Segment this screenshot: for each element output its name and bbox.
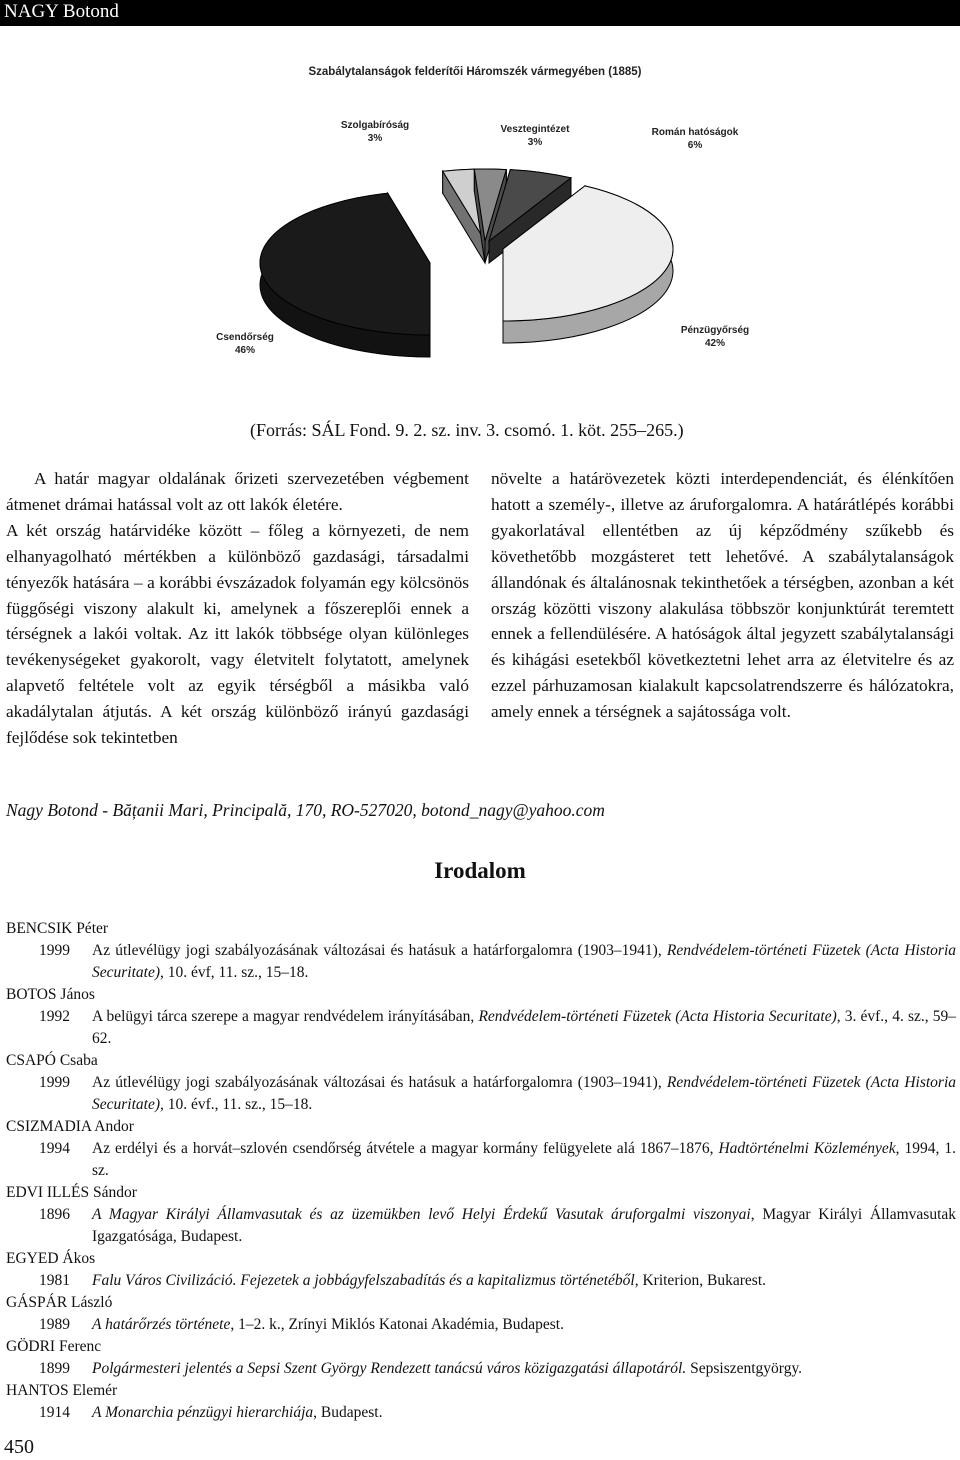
reference-details: Sepsiszentgyörgy.	[686, 1360, 803, 1377]
reference-details: , 1–2. k., Zrínyi Miklós Katonai Akadémia, Budapest.	[230, 1316, 564, 1333]
pie-label: Pénzügyőrség	[680, 325, 750, 336]
pie-value-label: 3%	[367, 133, 383, 144]
running-header-author: NAGY Botond	[4, 1, 119, 22]
page-number: 450	[4, 1436, 34, 1458]
pie-value-label: 42%	[704, 338, 726, 349]
figure-source: (Forrás: SÁL Fond. 9. 2. sz. inv. 3. csomó. 1. köt. 255–265.)	[250, 420, 684, 440]
reference-author: HANTOS Elemér	[6, 1382, 118, 1399]
author-affiliation: Nagy Botond - Bățanii Mari, Principală, 170, RO-527020, botond_nagy@yahoo.com	[6, 800, 605, 820]
reference-year: 1989	[39, 1316, 70, 1333]
paragraph: növelte a határövezetek közti interdependenciát, és élénkítően hatott a személy-, illetve az áruforgalomra. A határátlépés korábbi gyakorlatával ellentétben az új képződmény szűkebb és követhetőbb mozgásteret tett lehetővé. A szabálytalanságok állandónak és általánosnak tekinthetőek a térségben, azonban a két ország közötti viszony alakulása többször konjunktúrát teremtett ennek a fellendülésére. A hatóságok által jegyzett szabálytalansági és kihágási esetekből következtetni lehet arra az életvitelre és az ezzel párhuzamosan kialakult kapcsolatrendszerre és hálózatokra, amely ennek a térségnek a sajátossága volt.	[491, 469, 954, 722]
reference-year: 1994	[39, 1140, 70, 1157]
pie-label: Csendőrség	[216, 332, 274, 343]
pie-slices	[260, 169, 673, 357]
reference-entry	[6, 1314, 956, 1336]
reference-author: GÖDRI Ferenc	[6, 1338, 102, 1355]
reference-details: , 10. évf, 11. sz., 15–18.	[160, 964, 309, 981]
pie-label: Vesztegintézet	[500, 124, 570, 135]
paragraph: A határ magyar oldalának őrizeti szervezetében végbement átmenet drámai hatással volt az ott lakók életére.	[6, 469, 469, 514]
reference-title: A Monarchia pénzügyi hierarchiája	[92, 1404, 314, 1421]
reference-title: A Magyar Királyi Államvasutak és az üzemükben levő Helyi Érdekű Vasutak áruforgalmi viszonyai	[92, 1206, 751, 1223]
reference-author: BENCSIK Péter	[6, 920, 109, 937]
pie-value-label: 3%	[527, 137, 543, 148]
pie-label: Szolgabíróság	[340, 120, 410, 131]
reference-text: A belügyi tárca szerepe a magyar rendvédelem irányításában,	[92, 1008, 479, 1025]
reference-year: 1999	[39, 1074, 70, 1091]
reference-year: 1899	[39, 1360, 70, 1377]
reference-list	[6, 918, 956, 1424]
reference-details: , Magyar Királyi Államvasutak Igazgatósága, Budapest.	[92, 1206, 957, 1245]
reference-author: CSAPÓ Csaba	[6, 1052, 98, 1069]
reference-entry	[6, 1138, 956, 1182]
reference-title: A határőrzés története	[92, 1316, 231, 1333]
text-column-left	[6, 466, 469, 751]
reference-entry	[6, 1204, 956, 1248]
reference-details: , Kriterion, Bukarest.	[634, 1272, 767, 1289]
reference-entry	[6, 1006, 956, 1050]
reference-entry	[6, 1270, 956, 1292]
chart-title: Szabálytalanságok felderítői Háromszék vármegyében (1885)	[308, 66, 642, 78]
reference-title: Rendvédelem-történeti Füzetek (Acta Historia Securitate)	[92, 942, 956, 981]
reference-details: , 3. évf., 4. sz., 59–62.	[92, 1008, 957, 1047]
reference-title: Polgármesteri jelentés a Sepsi Szent György Rendezett tanácsú város közigazgatási állapotáról.	[92, 1360, 687, 1377]
reference-text: Az erdélyi és a horvát–szlovén csendőrség átvétele a magyar kormány felügyelete alá 1867–1876,	[92, 1140, 719, 1157]
reference-author: BOTOS János	[6, 986, 95, 1003]
section-title: Irodalom	[434, 858, 526, 883]
reference-title: Falu Város Civilizáció. Fejezetek a jobbágyfelszabadítás és a kapitalizmus történetéből	[92, 1272, 635, 1289]
reference-title: Rendvédelem-történeti Füzetek (Acta Historia Securitate)	[478, 1008, 837, 1025]
reference-text: Az útlevélügy jogi szabályozásának változásai és hatásuk a határforgalomra (1903–1941),	[92, 1074, 667, 1091]
text-column-right	[491, 466, 954, 725]
paragraph: A két ország határvidéke között – főleg a környezeti, de nem elhanyagolható mértékben a különböző gazdasági, társadalmi tényezők hatására – a korábbi évszázadok folyamán egy kölcsönös függőségi viszony alakult ki, amelynek a főszereplői ennek a térségnek a lakói voltak. Az itt lakók többsége olyan különleges tevékenységeket gyakorolt, vagy életvitelt folytatott, amelynek alapvető feltétele volt az egyik térségből a másikba való akadálytalan átjutás. A két ország különböző irányú gazdasági fejlődése sok tekintetben	[6, 520, 469, 748]
reference-author: EGYED Ákos	[6, 1250, 96, 1267]
reference-entry	[6, 1358, 956, 1380]
reference-author: GÁSPÁR László	[6, 1294, 113, 1311]
pie-chart	[185, 55, 785, 385]
pie-label: Román hatóságok	[651, 127, 739, 138]
reference-title: Rendvédelem-történeti Füzetek (Acta Historia Securitate)	[92, 1074, 956, 1113]
reference-year: 1992	[39, 1008, 70, 1025]
reference-author: CSIZMADIA Andor	[6, 1118, 134, 1135]
pie-value-label: 6%	[687, 140, 703, 151]
reference-year: 1896	[39, 1206, 70, 1223]
reference-entry	[6, 1402, 956, 1424]
reference-details: , Budapest.	[313, 1404, 383, 1421]
reference-year: 1914	[39, 1404, 70, 1421]
reference-author: EDVI ILLÉS Sándor	[6, 1184, 137, 1201]
reference-entry	[6, 1072, 956, 1116]
reference-details: , 1994, 1. sz.	[92, 1140, 957, 1179]
reference-entry	[6, 940, 956, 984]
reference-year: 1981	[39, 1272, 70, 1289]
pie-value-label: 46%	[234, 345, 256, 356]
reference-details: , 10. évf., 11. sz., 15–18.	[160, 1096, 313, 1113]
running-header-bar	[0, 0, 960, 26]
reference-title: Hadtörténelmi Közlemények	[718, 1140, 896, 1157]
reference-text: Az útlevélügy jogi szabályozásának változásai és hatásuk a határforgalomra (1903–1941),	[92, 942, 667, 959]
reference-year: 1999	[39, 942, 70, 959]
